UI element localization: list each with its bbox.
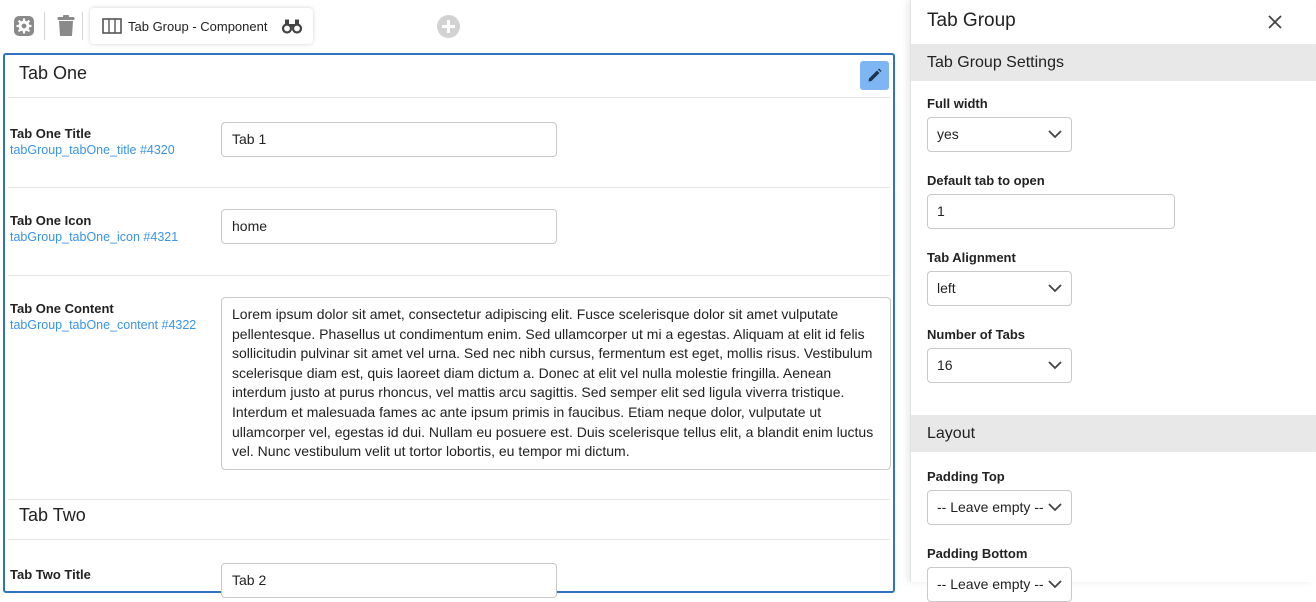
tab-one-icon-label: Tab One Icon: [10, 213, 92, 228]
tab-alignment-label: Tab Alignment: [927, 250, 1016, 265]
section-heading-tab-two: Tab Two: [19, 505, 86, 525]
trash-icon: [57, 15, 75, 37]
chevron-down-icon: [1048, 283, 1062, 293]
full-width-label: Full width: [927, 96, 988, 111]
pencil-icon: [867, 68, 882, 83]
default-tab-input[interactable]: 1: [927, 194, 1175, 229]
gear-icon: [13, 15, 35, 37]
tab-alignment-select[interactable]: [927, 271, 1072, 306]
toolbar-divider: [44, 12, 45, 40]
padding-bottom-select[interactable]: [927, 567, 1072, 602]
layout-section-header: Layout: [911, 415, 1316, 452]
tab-one-title-label: Tab One Title: [10, 126, 92, 141]
tab-one-icon-input[interactable]: home: [221, 209, 557, 244]
section-heading-tab-one: Tab One: [19, 63, 88, 83]
padding-bottom-value: -- Leave empty --: [937, 576, 1044, 592]
close-icon[interactable]: [1265, 12, 1285, 32]
component-tab-label: Tab Group - Component: [128, 18, 268, 34]
tab-two-title-label: Tab Two Title: [10, 567, 91, 582]
tab-one-content-key: tabGroup_tabOne_content #4322: [10, 318, 197, 332]
settings-sidebar: [910, 0, 1315, 592]
chevron-down-icon: [1048, 360, 1062, 370]
chevron-down-icon: [1048, 579, 1062, 589]
number-of-tabs-value: 16: [937, 357, 953, 373]
tab-one-title-key: tabGroup_tabOne_title #4320: [10, 143, 175, 157]
padding-top-select[interactable]: [927, 490, 1072, 525]
columns-icon: [102, 18, 122, 34]
divider: [8, 97, 890, 98]
full-width-value: yes: [937, 126, 959, 142]
plus-circle-icon[interactable]: [437, 15, 460, 38]
delete-button[interactable]: [54, 12, 78, 40]
tab-one-content-textarea[interactable]: Lorem ipsum dolor sit amet, consectetur adipiscing elit. Fusce scelerisque dolor sit amet vulputate pellentesque. Phasellus ut condimentum enim. Sed ullamcorper ut mi a egestas. Aliquam at elit id felis sollicitudin pulvinar sit amet vel urna. Sed nec nibh cursus, fermentum est eget, mollis risus. Vestibulum scelerisque diam est, quis laoreet diam dictum a. Donec at elit vel nulla molestie fringilla. Aenean interdum justo at purus rhoncus, vel mattis arcu sagittis. Sed semper elit sed ligula viverra tristique. Interdum et malesuada fames ac ante ipsum primis in faucibus. Etiam neque dolor, vulputate ut ullamcorper vel, egestas id dui. Nullam eu posuere est. Duis scelerisque tellus elit, a blandit enim luctus vel. Nunc vestibulum velit ut tortor lobortis, eu tempor mi dictum.: [221, 297, 891, 470]
padding-bottom-label: Padding Bottom: [927, 546, 1028, 561]
tab-one-title-input[interactable]: Tab 1: [221, 122, 557, 157]
toolbar-divider: [82, 12, 83, 40]
number-of-tabs-label: Number of Tabs: [927, 327, 1025, 342]
full-width-select[interactable]: [927, 117, 1072, 152]
divider: [8, 187, 890, 188]
divider: [8, 499, 890, 500]
component-tab[interactable]: [90, 8, 313, 44]
chevron-down-icon: [1048, 502, 1062, 512]
padding-top-label: Padding Top: [927, 469, 1005, 484]
chevron-down-icon: [1048, 129, 1062, 139]
default-tab-label: Default tab to open: [927, 173, 1045, 188]
binoculars-icon[interactable]: [282, 18, 302, 34]
tab-group-panel: [3, 53, 895, 593]
settings-section-header: Tab Group Settings: [911, 44, 1316, 81]
tab-two-title-input[interactable]: Tab 2: [221, 563, 557, 598]
tab-one-icon-key: tabGroup_tabOne_icon #4321: [10, 230, 179, 244]
divider: [8, 539, 890, 540]
edit-button[interactable]: [860, 61, 889, 90]
padding-top-value: -- Leave empty --: [937, 499, 1044, 515]
sidebar-title: Tab Group: [927, 10, 1016, 31]
divider: [8, 275, 890, 276]
tab-one-content-label: Tab One Content: [10, 301, 114, 316]
tab-alignment-value: left: [937, 280, 956, 296]
number-of-tabs-select[interactable]: [927, 348, 1072, 383]
toolbar: [0, 0, 900, 50]
settings-button[interactable]: [12, 12, 36, 40]
